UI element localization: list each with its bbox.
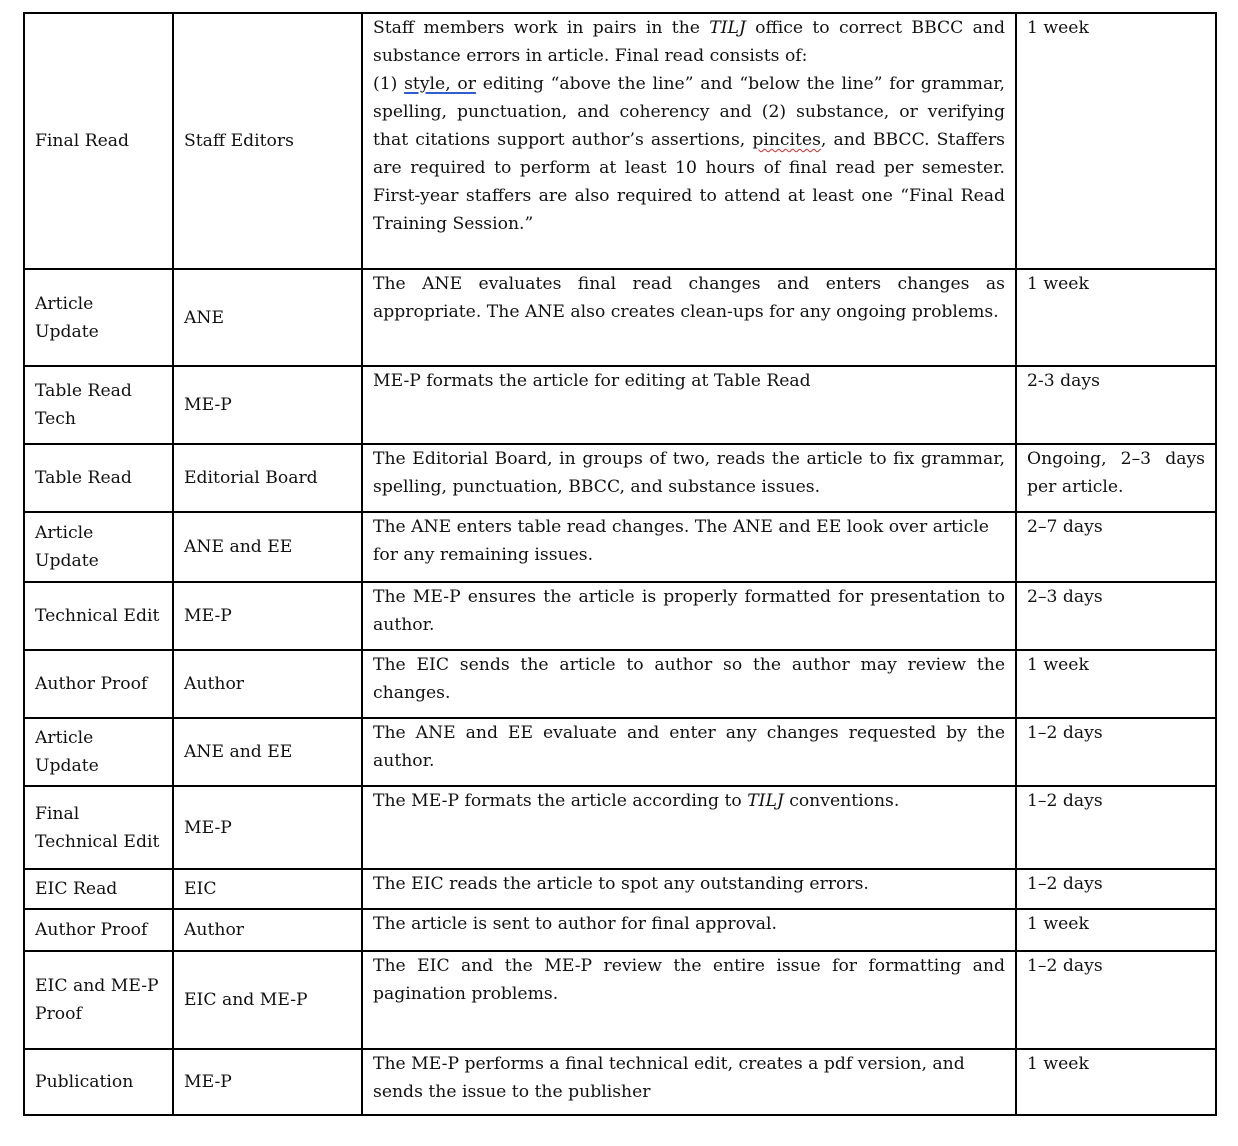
table-row (24, 951, 1216, 1049)
stage-cell: Table Read Tech (24, 366, 173, 444)
time-cell: 2-3 days (1016, 366, 1216, 444)
responsible-cell: ANE and EE (173, 718, 362, 786)
time-cell: 1 week (1016, 650, 1216, 718)
responsible-cell: ME-P (173, 366, 362, 444)
description-cell: The EIC reads the article to spot any outstanding errors. (362, 869, 1016, 909)
description-cell: The EIC sends the article to author so the author may review the changes. (362, 650, 1016, 718)
table-row (24, 718, 1216, 786)
description-cell: The ANE evaluates final read changes and enters changes as appropriate. The ANE also creates clean-ups for any ongoing problems. (362, 269, 1016, 366)
time-cell: 2–3 days (1016, 582, 1216, 650)
description-cell: The ANE and EE evaluate and enter any changes requested by the author. (362, 718, 1016, 786)
time-cell: 1 week (1016, 13, 1216, 269)
stage-cell: Technical Edit (24, 582, 173, 650)
time-cell: 1 week (1016, 269, 1216, 366)
table-row (24, 444, 1216, 512)
stage-cell: Author Proof (24, 650, 173, 718)
responsible-cell: ME-P (173, 786, 362, 869)
description-text: conventions. (783, 791, 900, 811)
time-cell: 1 week (1016, 909, 1216, 951)
time-cell: 1 week (1016, 1049, 1216, 1115)
stage-cell: Table Read (24, 444, 173, 512)
table-row (24, 582, 1216, 650)
stage-cell: Final Read (24, 13, 173, 269)
responsible-cell: EIC (173, 869, 362, 909)
responsible-cell: Staff Editors (173, 13, 362, 269)
responsible-cell: Author (173, 909, 362, 951)
table-row (24, 650, 1216, 718)
journal-name: TILJ (747, 791, 784, 811)
time-cell: 1–2 days (1016, 786, 1216, 869)
description-text: , and BBCC. Staffers are required to perform at least 10 hours of final read per semester. First-year staffers are also required to attend at least one “Final Read Training Session.” (373, 130, 1005, 234)
table-row (24, 366, 1216, 444)
table-row (24, 786, 1216, 869)
description-cell (362, 786, 1016, 869)
description-cell: The ME-P ensures the article is properly formatted for presentation to author. (362, 582, 1016, 650)
table-row (24, 869, 1216, 909)
stage-cell: Author Proof (24, 909, 173, 951)
description-cell: The Editorial Board, in groups of two, reads the article to fix grammar, spelling, punctuation, BBCC, and substance issues. (362, 444, 1016, 512)
responsible-cell: ANE (173, 269, 362, 366)
responsible-cell: Editorial Board (173, 444, 362, 512)
editing-schedule-table (23, 12, 1217, 1116)
responsible-cell: EIC and ME-P (173, 951, 362, 1049)
description-text: Staff members work in pairs in the (373, 18, 710, 38)
description-cell: The article is sent to author for final approval. (362, 909, 1016, 951)
time-cell: 1–2 days (1016, 869, 1216, 909)
table-row (24, 13, 1216, 269)
table-row (24, 909, 1216, 951)
description-text: office to correct BBCC and substance errors in article. Final read consists of: (373, 18, 1005, 66)
description-cell: The ME-P performs a final technical edit, creates a pdf version, and sends the issue to the publisher (362, 1049, 1016, 1115)
table-row (24, 269, 1216, 366)
responsible-cell: ME-P (173, 1049, 362, 1115)
time-cell: Ongoing, 2–3 days per article. (1016, 444, 1216, 512)
description-text: editing “above the line” and “below the line” for grammar, spelling, punctuation, and coherency and (2) substance, or verifying that citations support author’s assertions, (373, 74, 1005, 150)
journal-name: TILJ (709, 18, 746, 38)
description-cell: The EIC and the ME-P review the entire issue for formatting and pagination problems. (362, 951, 1016, 1049)
stage-cell: EIC Read (24, 869, 173, 909)
stage-cell: Publication (24, 1049, 173, 1115)
stage-cell: Article Update (24, 718, 173, 786)
table-row (24, 512, 1216, 582)
stage-cell: Final Technical Edit (24, 786, 173, 869)
grammar-underline-text: style, or (404, 74, 476, 94)
responsible-cell: ANE and EE (173, 512, 362, 582)
time-cell: 2–7 days (1016, 512, 1216, 582)
description-text: (1) (373, 74, 405, 94)
description-cell (362, 13, 1016, 269)
responsible-cell: ME-P (173, 582, 362, 650)
table-row (24, 1049, 1216, 1115)
spelling-underline-text: pincites (752, 130, 821, 150)
description-cell: The ANE enters table read changes. The ANE and EE look over article for any remaining issues. (362, 512, 1016, 582)
description-cell: ME-P formats the article for editing at Table Read (362, 366, 1016, 444)
description-text: The ME-P formats the article according to (373, 791, 748, 811)
stage-cell: Article Update (24, 512, 173, 582)
stage-cell: Article Update (24, 269, 173, 366)
responsible-cell: Author (173, 650, 362, 718)
time-cell: 1–2 days (1016, 951, 1216, 1049)
time-cell: 1–2 days (1016, 718, 1216, 786)
stage-cell: EIC and ME-P Proof (24, 951, 173, 1049)
